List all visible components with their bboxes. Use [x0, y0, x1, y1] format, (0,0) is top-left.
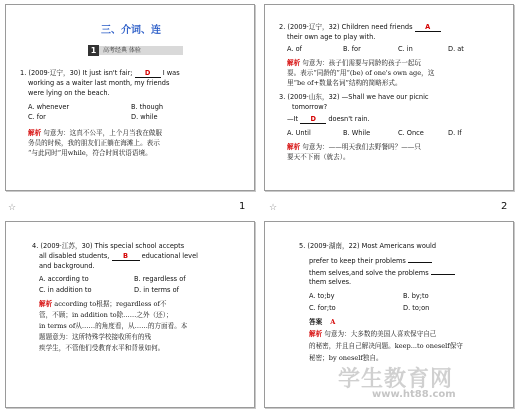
option-b: B. for [343, 45, 361, 53]
question-line: their own age to play with. [287, 33, 376, 41]
section-number-badge: 1 [88, 45, 99, 56]
option-a: A. of [287, 45, 302, 53]
explanation-line: in terms of从……的角度看，从……的方面看。本 [39, 322, 188, 330]
page-number: 2 [501, 201, 508, 212]
option-d: D. while [131, 113, 158, 121]
explanation-line [28, 129, 162, 138]
section-heading: 高考经典 体验 [99, 46, 183, 55]
question-line: 4. (2009·江苏，30) This special school accepts [32, 242, 185, 250]
star-icon: ☆ [8, 203, 17, 213]
option-d: D. in terms of [134, 286, 179, 294]
explanation-line: “与此同时”用while，符合时间状语语境。 [28, 149, 152, 157]
question-line: them selves. [309, 278, 352, 286]
option-c: C. Once [398, 129, 424, 137]
question-text: doesn't rain. [328, 115, 370, 123]
explanation-line [39, 300, 167, 309]
question-line: 3. (2009·山东，32) —Shall we have our picnic [279, 93, 429, 101]
explanation-text: 句意为：大多数的美国人喜欢保守自己 [324, 330, 437, 338]
option-d: D. at [448, 45, 464, 53]
watermark-url: www.ht88.com [372, 389, 456, 400]
question-text: them selves,and solve the problems [309, 269, 429, 277]
explanation-label: 解析 [28, 129, 42, 137]
option-a: A. whenever [28, 103, 70, 111]
question-text: prefer to keep their problems [309, 257, 406, 265]
explanation-text: 句意为：孩子们需要与同龄的孩子一起玩 [302, 59, 421, 67]
question-line [287, 115, 370, 124]
option-b: B. though [131, 103, 164, 111]
option-a: A. Until [287, 129, 311, 137]
explanation-line: 疾学生，不管他们受教育水平和背景如何。 [39, 344, 165, 352]
explanation-text: 句意为：这真不公平，上个月当我在做服 [43, 129, 162, 137]
question-text: —It [287, 115, 299, 123]
explanation-line [309, 330, 436, 339]
page-number: 1 [239, 201, 246, 212]
question-line [39, 252, 198, 261]
question-line [279, 23, 441, 32]
question-text: I was [162, 69, 180, 77]
explanation-line: 耍。表示“同龄的”用“(be) of one's own age，这 [287, 69, 435, 77]
explanation-label: 解析 [287, 143, 301, 151]
question-line: 5. (2009·湖南，22) Most Americans would [299, 242, 437, 250]
question-text: all disabled students, [39, 252, 110, 260]
option-b: B. by;to [403, 292, 429, 300]
watermark-text: 学生教育网 [338, 366, 454, 392]
option-a: A. according to [39, 275, 89, 283]
slide-title: 三、介词、连 [101, 25, 161, 36]
answer-blank: B [112, 252, 140, 261]
answer-label: 答案 [309, 318, 323, 326]
explanation-line: 里“be of+数量名词”结构的简略形式。 [287, 79, 402, 87]
question-line: were lying on the beach. [28, 89, 110, 97]
explanation-line [287, 59, 421, 68]
explanation-line: 管，不顾；in addition to除……之外（还）； [39, 311, 173, 319]
question-line: tomorrow? [292, 103, 328, 111]
answer-value: A [330, 318, 336, 326]
answer-blank: A [415, 23, 441, 32]
answer-blank [408, 254, 432, 263]
explanation-line [287, 143, 421, 152]
option-b: B. regardless of [134, 275, 186, 283]
explanation-text: 句意为：——明天我们去野餐吗？——只 [302, 143, 421, 151]
question-text: 2. (2009·辽宁，32) Children need friends [279, 23, 413, 31]
option-a: A. to;by [309, 292, 335, 300]
explanation-line: 题题意为：这所特殊学校接收所有的残 [39, 333, 152, 341]
answer-blank: D [135, 69, 161, 78]
option-c: C. in addition to [39, 286, 92, 294]
answer-line [309, 318, 335, 327]
explanation-line: 秘密；by oneself独自。 [309, 354, 383, 362]
option-d: D. If [448, 129, 462, 137]
explanation-line: 要天不下雨（就去）。 [287, 153, 350, 161]
slide-2[interactable] [264, 4, 514, 213]
answer-blank: D [300, 115, 326, 124]
question-line [309, 266, 455, 278]
question-text: educational level [141, 252, 198, 260]
question-line: working as a waiter last month, my friends [28, 79, 170, 87]
star-icon: ☆ [269, 203, 278, 213]
option-d: D. to;on [403, 304, 430, 312]
explanation-line: 务员的时候，我的朋友们正躺在海滩上。表示 [28, 139, 160, 147]
explanation-label: 解析 [287, 59, 301, 67]
question-line [20, 69, 180, 78]
slide-3[interactable] [5, 221, 255, 408]
question-text: 1. (2009·辽宁，30) It just isn't fair; [20, 69, 133, 77]
question-line: and background. [39, 262, 95, 270]
slide-1[interactable] [5, 4, 255, 213]
option-b: B. While [343, 129, 371, 137]
explanation-label: 解析 [39, 300, 53, 308]
option-c: C. for [28, 113, 46, 121]
option-c: C. for;to [309, 304, 336, 312]
question-line [309, 254, 432, 266]
explanation-text: according to根据；regardless of不 [54, 300, 167, 308]
explanation-label: 解析 [309, 330, 323, 338]
answer-blank [431, 266, 455, 275]
option-c: C. in [398, 45, 413, 53]
explanation-line: 的秘密，并且自己解决问题。keep...to oneself保守 [309, 342, 463, 350]
